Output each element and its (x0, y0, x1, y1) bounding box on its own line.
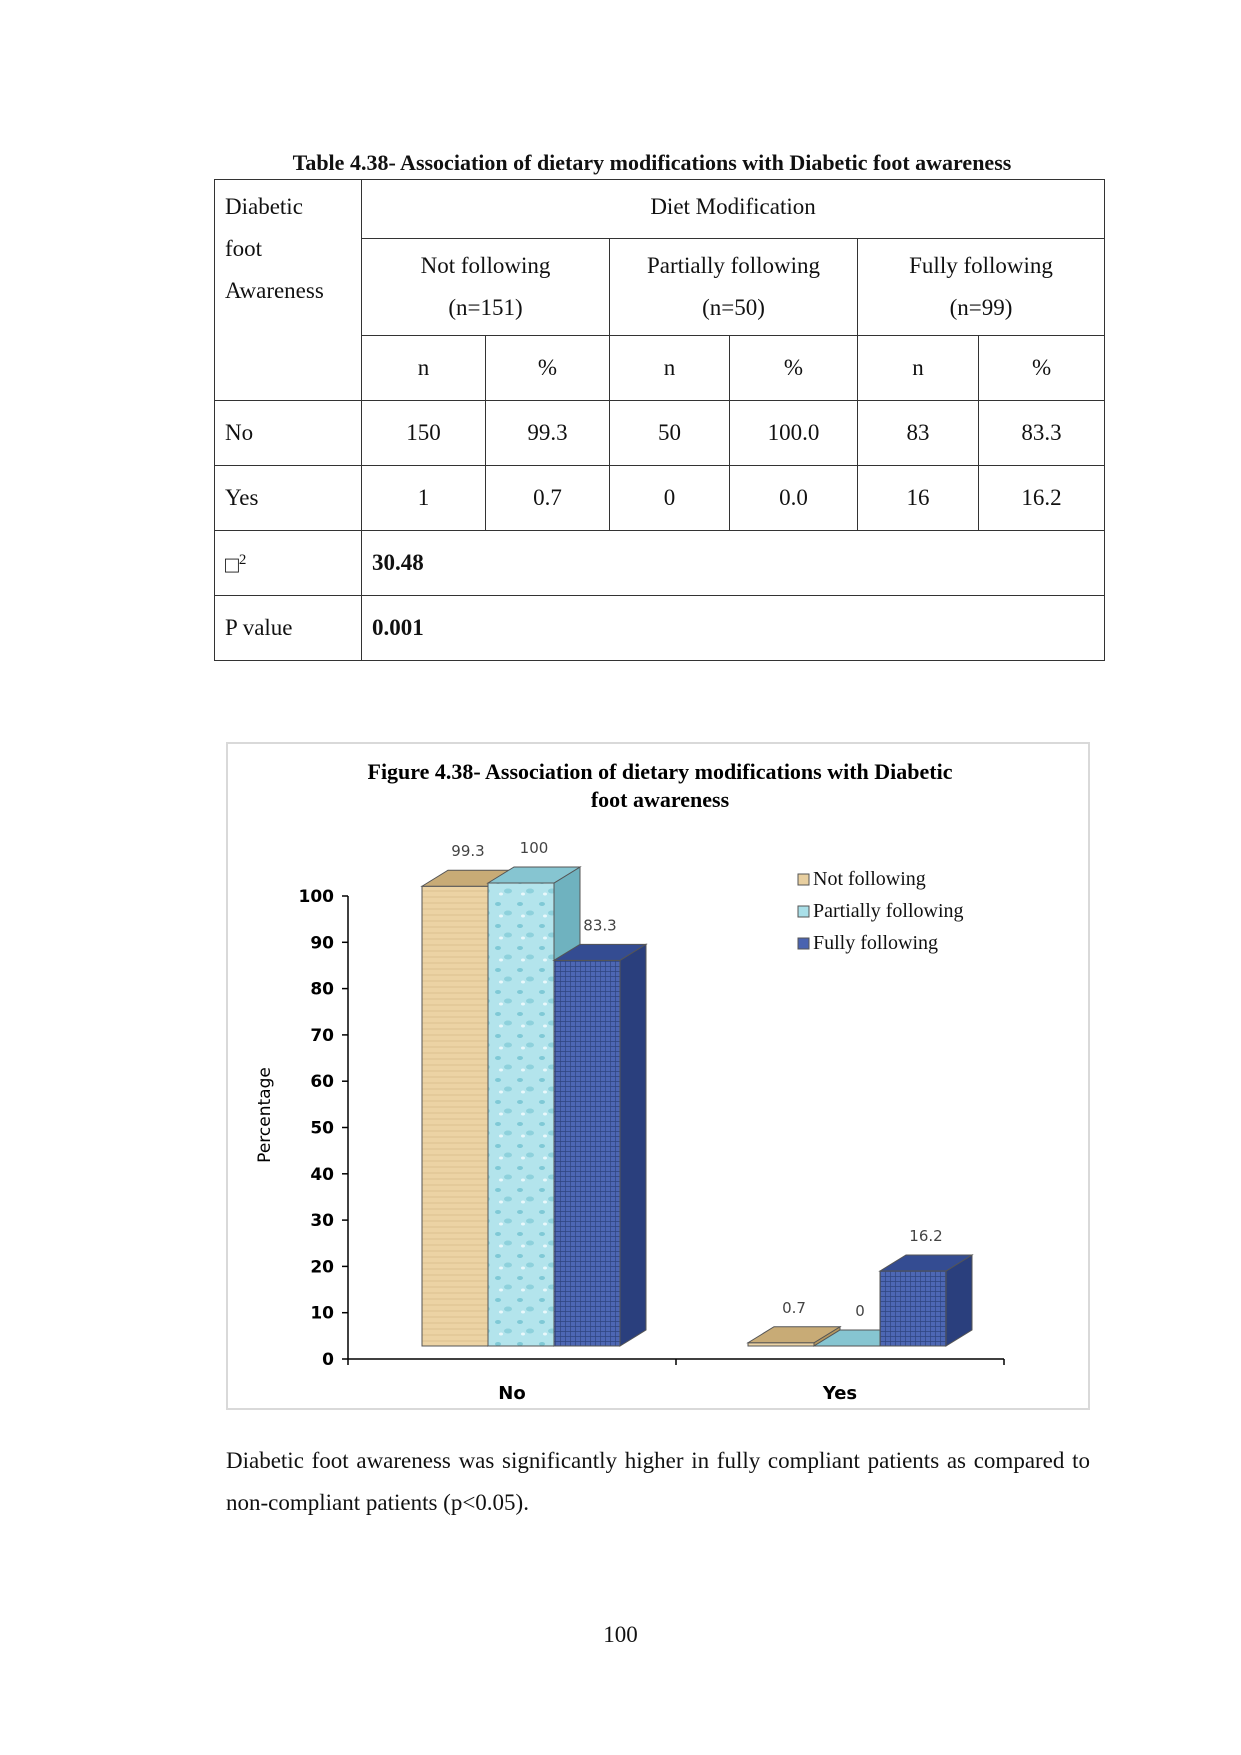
figure-title-line1: Figure 4.38- Association of dietary modifications with Diabetic (367, 759, 953, 784)
column-n: (n=50) (702, 295, 765, 320)
data-label: 0 (855, 1302, 865, 1320)
figure-box (226, 742, 1090, 1410)
row-label: Yes (215, 466, 362, 531)
subheader-cell: % (979, 336, 1105, 401)
figure-title-line2: foot awareness (590, 787, 730, 812)
table-row (215, 466, 1105, 531)
column-n: (n=99) (949, 295, 1013, 320)
association-table (214, 179, 1105, 661)
legend-entry: Not following (813, 868, 926, 890)
y-tick-label: 40 (310, 1164, 334, 1185)
bar-front (880, 1271, 946, 1346)
y-tick-label: 0 (322, 1350, 334, 1370)
subheader-cell: % (486, 336, 610, 401)
y-axis-label: Percentage (255, 1067, 275, 1163)
table-cell: 50 (610, 401, 730, 466)
table-cell: 0.7 (486, 466, 610, 531)
data-label: 16.2 (909, 1226, 943, 1245)
table-title: Table 4.38- Association of dietary modifications with Diabetic foot awareness (292, 150, 1012, 175)
legend-entry: Partially following (813, 900, 964, 922)
column-name: Partially following (646, 253, 821, 278)
p-value-label: P value (215, 596, 362, 661)
y-axis (299, 887, 349, 1370)
bar-side (620, 944, 646, 1346)
column-header-partially-following (610, 239, 858, 336)
subheader-cell: % (730, 336, 858, 401)
group-header: Diet Modification (362, 180, 1105, 239)
table-cell: 0.0 (730, 466, 858, 531)
column-name: Not following (420, 253, 551, 278)
y-tick-label: 90 (310, 933, 334, 954)
legend (798, 868, 964, 954)
chi-square-label (215, 531, 362, 596)
table-cell: 83 (858, 401, 979, 466)
page-number: 100 (603, 1622, 638, 1647)
column-header-not-following (362, 239, 610, 336)
y-tick-label: 10 (310, 1303, 334, 1324)
table-cell: 0 (610, 466, 730, 531)
bar (554, 944, 646, 1346)
legend-swatch (798, 906, 809, 917)
row-label: No (215, 401, 362, 466)
data-label: 83.3 (583, 916, 617, 935)
y-tick-label: 50 (310, 1118, 334, 1139)
data-label: 99.3 (451, 842, 485, 861)
y-tick-label: 80 (310, 979, 334, 1000)
x-category-label: Yes (822, 1383, 858, 1404)
data-label: 100 (519, 839, 549, 857)
row-header-line: Awareness (225, 278, 324, 303)
legend-swatch (798, 938, 809, 949)
table-cell: 150 (362, 401, 486, 466)
table-cell: 83.3 (979, 401, 1105, 466)
column-header-fully-following (858, 239, 1105, 336)
table-row (215, 401, 1105, 466)
y-tick-label: 20 (310, 1257, 334, 1278)
row-header-cell (215, 180, 362, 401)
bar-front (554, 960, 620, 1346)
table-cell: 100.0 (730, 401, 858, 466)
p-value-value: 0.001 (362, 596, 1105, 661)
row-header-line: foot (225, 236, 263, 261)
bar (880, 1255, 972, 1346)
column-name: Fully following (909, 253, 1053, 278)
chi-superscript: 2 (238, 552, 247, 569)
y-tick-label: 30 (310, 1211, 334, 1232)
legend-swatch (798, 874, 809, 885)
y-tick-label: 100 (298, 887, 334, 907)
table-cell: 99.3 (486, 401, 610, 466)
figure-caption: Diabetic foot awareness was significantly higher in fully compliant patients as compared to non-compliant patients (p<0.05). (226, 1448, 1090, 1515)
subheader-cell: n (362, 336, 486, 401)
chi-symbol: □ (225, 552, 239, 578)
table-cell: 16.2 (979, 466, 1105, 531)
subheader-cell: n (610, 336, 730, 401)
column-n: (n=151) (448, 295, 523, 320)
chi-square-value: 30.48 (362, 531, 1105, 596)
x-category-label: No (498, 1383, 526, 1404)
table-cell: 16 (858, 466, 979, 531)
table-cell: 1 (362, 466, 486, 531)
subheader-cell: n (858, 336, 979, 401)
y-tick-label: 60 (310, 1072, 334, 1093)
bar-chart (228, 744, 1092, 1412)
row-header-line: Diabetic (225, 194, 303, 219)
bar-front (488, 883, 554, 1346)
legend-entry: Fully following (813, 932, 939, 954)
data-label: 0.7 (782, 1298, 806, 1317)
x-axis (348, 1359, 1004, 1404)
bar-front (422, 886, 488, 1346)
y-tick-label: 70 (310, 1025, 334, 1046)
